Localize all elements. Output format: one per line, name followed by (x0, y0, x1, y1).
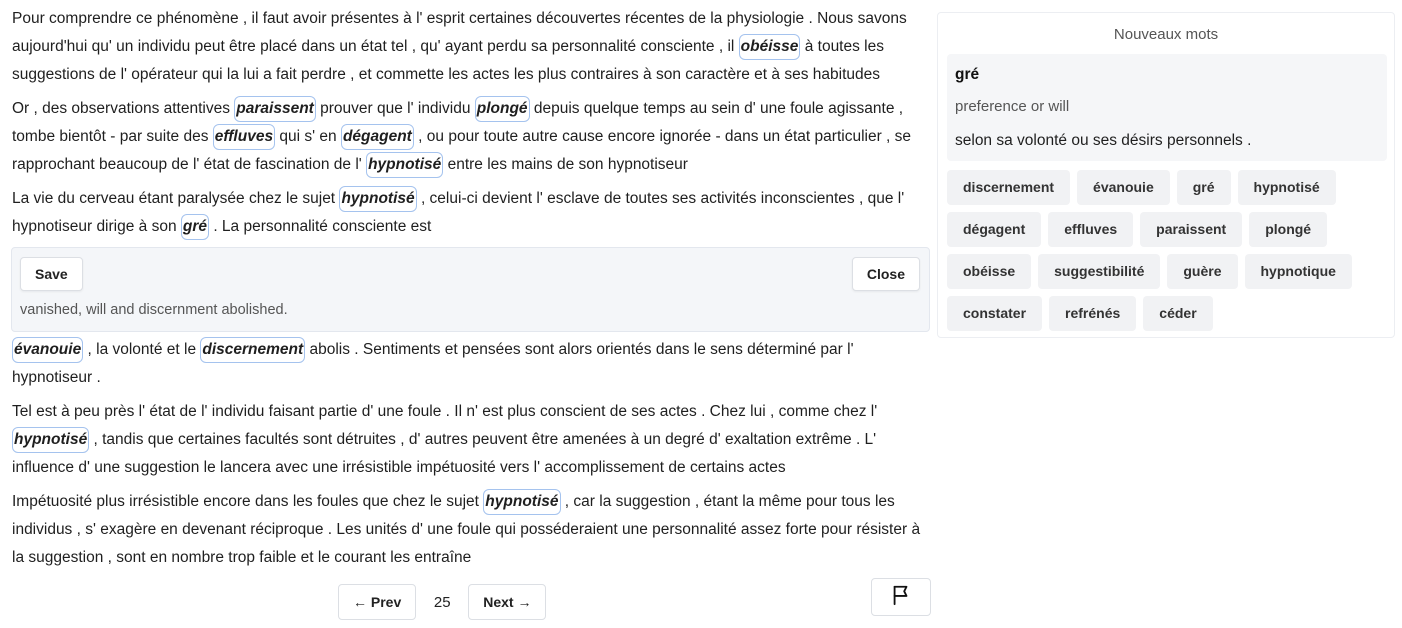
text-run: Impétuosité plus irrésistible encore dans les foules que chez le sujet (12, 493, 484, 510)
text-run: Pour comprendre ce phénomène , il faut avoir présentes à l' esprit certaines découvertes récentes de la physiologie . Nous savons aujourd'hui qu' un individu peut être placé dans un état tel , qu' ayant perdu sa personnalité consciente , il (12, 10, 907, 55)
prev-page-button[interactable]: ← Prev (338, 584, 416, 620)
paragraph-2 (12, 95, 930, 179)
word-chip[interactable]: dégagent (947, 212, 1041, 247)
paragraph-1 (12, 5, 930, 89)
word-hypnotise[interactable]: hypnotisé (483, 489, 560, 515)
paragraph-4 (12, 336, 930, 392)
word-chip[interactable]: suggestibilité (1038, 254, 1160, 289)
word-chip[interactable]: hypnotique (1245, 254, 1352, 289)
translation-text: vanished, will and discernment abolished. (20, 302, 288, 318)
panel-title: Nouveaux mots (1113, 26, 1219, 43)
text-run: entre les mains de son hypnotiseur (443, 156, 688, 173)
word-chip[interactable]: céder (1143, 296, 1212, 331)
definition-english: preference or will (955, 98, 1070, 115)
text-run: qui s' en (275, 128, 341, 145)
text-run: , tandis que certaines facultés sont détruites , d' autres peuvent être amenées à un degré d' exaltation extrême . L' influence d' une suggestion le lancera avec une irrésistible impétuosité vers l' accomplissement de certains actes (12, 431, 877, 476)
text-run: , la volonté et le (83, 341, 201, 358)
next-page-button[interactable]: Next → (468, 584, 546, 620)
word-chip[interactable]: constater (947, 296, 1042, 331)
word-effluves[interactable]: effluves (213, 124, 275, 150)
word-obeisse[interactable]: obéisse (739, 34, 801, 60)
word-chip[interactable]: plongé (1249, 212, 1327, 247)
word-discernement[interactable]: discernement (200, 337, 305, 363)
pagination (338, 584, 546, 620)
text-run: à toutes les suggestions de l' opérateur qui la lui a fait perdre , et commette les actes les plus contraires à son caractère et à ses habitudes (12, 38, 884, 83)
word-hypnotise[interactable]: hypnotisé (12, 427, 89, 453)
word-chip[interactable]: effluves (1048, 212, 1133, 247)
text-run: , car la suggestion , étant la même pour tous les individus , s' exagère en devenant réciproque . Les unités d' une foule qui posséderaient une personnalité assez forte pour résister à la suggestion , sont en nombre trop faible et le courant les entraîne (12, 493, 921, 566)
text-run: La vie du cerveau étant paralysée chez le sujet (12, 190, 340, 207)
page-number: 25 (433, 593, 451, 611)
word-chip[interactable]: obéisse (947, 254, 1031, 289)
text-run: abolis . Sentiments et pensées sont alors orientés dans le sens déterminé par l' hypnotiseur . (12, 341, 854, 386)
flag-button[interactable] (871, 578, 931, 616)
word-chip[interactable]: évanouie (1077, 170, 1170, 205)
word-chip[interactable]: hypnotisé (1238, 170, 1336, 205)
word-gre[interactable]: gré (181, 214, 209, 240)
text-run: . La personnalité consciente est (209, 218, 432, 235)
text-run: Tel est à peu près l' état de l' individu faisant partie d' une foule . Il n' est plus conscient de ses actes . Chez lui , comme chez l' (12, 403, 878, 420)
paragraph-6 (12, 488, 930, 572)
save-button[interactable]: Save (20, 257, 83, 291)
word-degagent[interactable]: dégagent (341, 124, 414, 150)
definition-card (947, 54, 1387, 161)
text-run: Or , des observations attentives (12, 100, 235, 117)
text-run: , ou pour toute autre cause encore ignorée - dans un état particulier , se rapprochant beaucoup de l' état de fascination de l' (12, 128, 912, 173)
word-evanouie[interactable]: évanouie (12, 337, 83, 363)
close-button[interactable]: Close (852, 257, 920, 291)
word-plonge[interactable]: plongé (475, 96, 530, 122)
translation-panel (11, 247, 930, 332)
text-run: depuis quelque temps au sein d' une foule agissante , tombe bientôt - par suite des (12, 100, 904, 145)
word-hypnotise[interactable]: hypnotisé (366, 152, 443, 178)
text-run: , celui-ci devient l' esclave de toutes ses activités inconscientes , que l' hypnotiseur dirige à son (12, 190, 905, 235)
paragraph-5 (12, 398, 930, 482)
word-chips (947, 170, 1387, 331)
definition-french: selon sa volonté ou ses désirs personnels . (955, 132, 1252, 149)
flag-icon (890, 584, 912, 611)
word-hypnotise[interactable]: hypnotisé (339, 186, 416, 212)
new-words-panel (937, 12, 1395, 338)
word-chip[interactable]: paraissent (1140, 212, 1242, 247)
word-chip[interactable]: guère (1167, 254, 1237, 289)
word-chip[interactable]: gré (1177, 170, 1231, 205)
word-chip[interactable]: discernement (947, 170, 1070, 205)
word-paraissent[interactable]: paraissent (234, 96, 316, 122)
paragraph-3 (12, 185, 930, 241)
reader-text (12, 5, 930, 578)
text-run: prouver que l' individu (315, 100, 475, 117)
word-chip[interactable]: refrénés (1049, 296, 1136, 331)
definition-word: gré (955, 66, 980, 83)
